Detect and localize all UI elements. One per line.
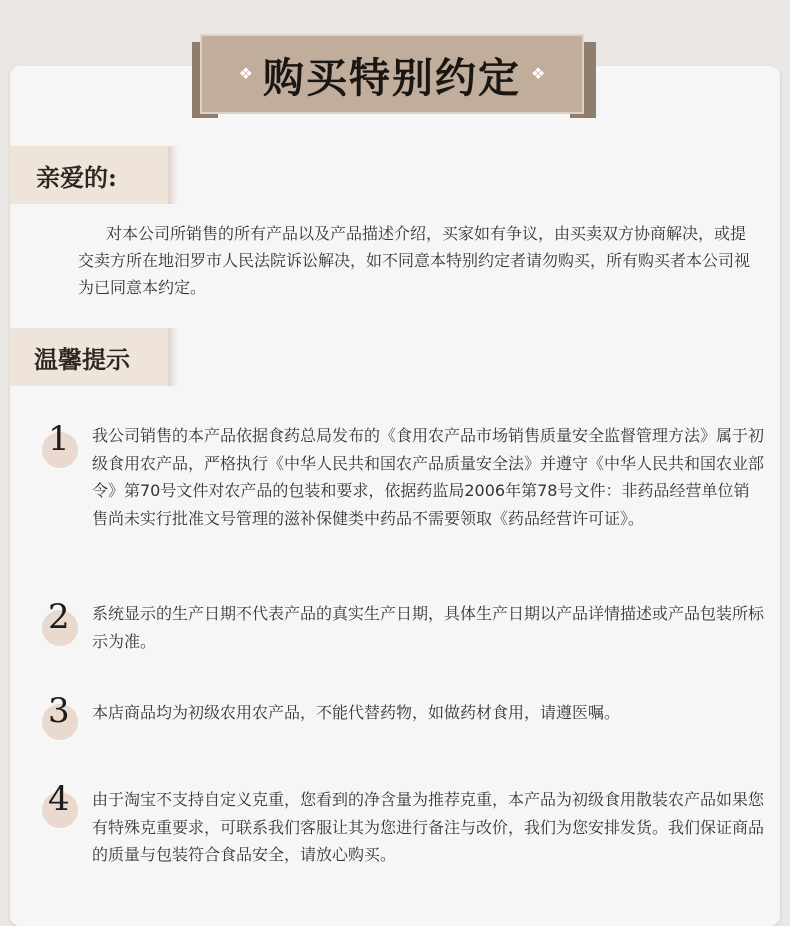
tip-text: 我公司销售的本产品依据食药总局发布的《食用农产品市场销售质量安全监督管理方法》属于初级食用农产品，严格执行《中华人民共和国农产品质量安全法》并遵守《中华人民共和国农业部令》第70号文件对农产品的包装和要求，依据药监局2006年第78号文件：非药品经营单位销售尚未实行批准文号管理的滋补保健类中药品不需要领取《药品经营许可证》。 <box>92 426 765 528</box>
tip-number: 3 <box>48 691 70 731</box>
agreement-paragraph: 对本公司所销售的所有产品以及产品描述介绍，买家如有争议，由买卖双方协商解决，或提交卖方所在地汨罗市人民法院诉讼解决，如不同意本特别约定者请勿购买，所有购买者本公司视为已同意本约定。 <box>78 224 751 297</box>
title-banner <box>200 34 588 118</box>
tip-text: 本店商品均为初级农用农产品，不能代替药物，如做药材食用，请遵医嘱。 <box>92 703 621 722</box>
tips-heading-tab <box>10 328 168 386</box>
greeting-heading-tab <box>10 146 168 204</box>
tip-number: 2 <box>48 597 70 637</box>
tip-number: 1 <box>48 419 70 459</box>
diamond-ornament-icon: ❖ <box>531 64 546 83</box>
tips-heading: 温馨提示 <box>34 344 130 374</box>
tip-text: 由于淘宝不支持自定义克重，您看到的净含量为推荐克重，本产品为初级食用散装农产品如果您有特殊克重要求，可联系我们客服让其为您进行备注与改价，我们为您安排发货。我们保证商品的质量与包装符合食品安全，请放心购买。 <box>92 790 765 864</box>
banner-plate <box>200 34 584 114</box>
greeting-heading: 亲爱的: <box>36 162 117 192</box>
tip-text: 系统显示的生产日期不代表产品的真实生产日期，具体生产日期以产品详情描述或产品包装所标示为准。 <box>92 604 765 651</box>
diamond-ornament-icon: ❖ <box>238 64 253 83</box>
tip-number: 4 <box>48 779 70 819</box>
page-title: 购买特别约定 <box>263 53 521 102</box>
